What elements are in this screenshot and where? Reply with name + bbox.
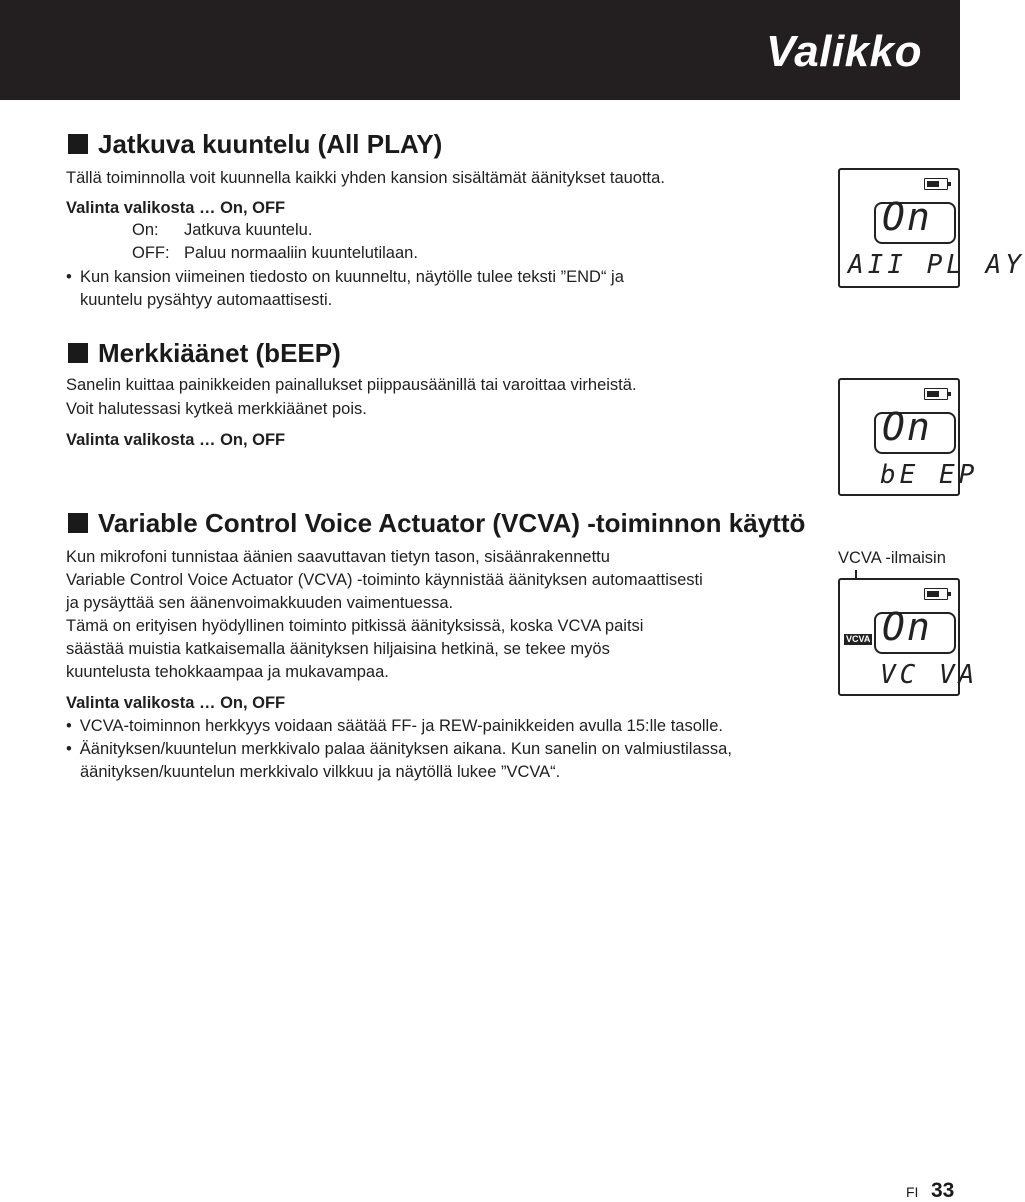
bullet-text: Äänityksen/kuuntelun merkkivalo palaa äänityksen aikana. Kun sanelin on valmiustilassa, xyxy=(79,740,732,758)
option-label: OFF: xyxy=(132,244,170,262)
battery-icon xyxy=(924,388,948,400)
paragraph-line: kuuntelusta tehokkaampaa ja mukavampaa. xyxy=(66,663,389,681)
vcva-indicator-caption: VCVA -ilmaisin xyxy=(838,549,946,567)
heading-text: Merkkiäänet (bEEP) xyxy=(98,338,341,368)
bullet-line xyxy=(66,741,732,758)
paragraph-line: Sanelin kuittaa painikkeiden painallukset piippausäänillä tai varoittaa virheistä. xyxy=(66,376,637,394)
lcd-value: On xyxy=(882,405,932,449)
bullet-text: kuuntelu pysähtyy automaattisesti. xyxy=(80,291,333,309)
heading-text: Jatkuva kuuntelu (All PLAY) xyxy=(98,129,443,159)
section-heading-all-play xyxy=(68,131,442,157)
lcd-display-vcva xyxy=(838,578,979,696)
square-bullet-icon xyxy=(68,134,88,154)
bullet-icon: • xyxy=(66,717,72,735)
option-description: Jatkuva kuuntelu. xyxy=(184,221,313,239)
page-title: Valikko xyxy=(766,27,922,76)
paragraph-line: Tämä on erityisen hyödyllinen toiminto pitkissä äänityksissä, koska VCVA paitsi xyxy=(66,617,644,635)
lcd-menu-text: bE EP xyxy=(880,460,979,490)
lcd-display-beep xyxy=(838,378,979,496)
option-label: On: xyxy=(132,221,159,239)
footer-language: FI xyxy=(906,1184,919,1200)
menu-selection-line: Valinta valikosta … On, OFF xyxy=(66,431,286,449)
paragraph-line: ja pysäyttää sen äänenvoimakkuuden vaimentuessa. xyxy=(66,594,454,612)
lcd-value: On xyxy=(882,195,932,239)
bullet-line xyxy=(66,718,723,735)
lcd-display-all-play xyxy=(838,168,1025,288)
paragraph-line: Voit halutessasi kytkeä merkkiäänet pois. xyxy=(66,400,367,418)
lcd-value: On xyxy=(882,605,932,649)
section-heading-vcva xyxy=(68,510,805,536)
bullet-text: VCVA-toiminnon herkkyys voidaan säätää FF- ja REW-painikkeiden avulla 15:lle tasolle. xyxy=(79,717,723,735)
paragraph-line: Variable Control Voice Actuator (VCVA) -toiminto käynnistää äänityksen automaattisesti xyxy=(66,571,703,589)
heading-text: Variable Control Voice Actuator (VCVA) -toiminnon käyttö xyxy=(98,508,806,538)
section-heading-beep xyxy=(68,340,341,366)
battery-icon xyxy=(924,588,948,600)
bullet-icon: • xyxy=(66,740,72,758)
paragraph-line: säästää muistia katkaisemalla äänityksen hiljaisina hetkinä, se tekee myös xyxy=(66,640,610,658)
bullet-text: Kun kansion viimeinen tiedosto on kuunneltu, näytölle tulee teksti ”END“ ja xyxy=(80,268,624,286)
menu-selection-line: Valinta valikosta … On, OFF xyxy=(66,199,286,217)
option-description: Paluu normaaliin kuuntelutilaan. xyxy=(184,244,418,262)
lcd-menu-text: VC VA xyxy=(880,660,979,690)
paragraph-line: Tällä toiminnolla voit kuunnella kaikki yhden kansion sisältämät äänitykset tauotta. xyxy=(66,169,665,187)
menu-selection-line: Valinta valikosta … On, OFF xyxy=(66,694,286,712)
bullet-icon: • xyxy=(66,268,72,286)
page-number: 33 xyxy=(931,1179,955,1202)
bullet-text: äänityksen/kuuntelun merkkivalo vilkkuu ja näytöllä lukee ”VCVA“. xyxy=(80,763,561,781)
header-band xyxy=(0,0,960,100)
square-bullet-icon xyxy=(68,513,88,533)
battery-icon xyxy=(924,178,948,190)
lcd-menu-text: AII PL AY xyxy=(848,250,1025,280)
paragraph-line: Kun mikrofoni tunnistaa äänien saavuttavan tietyn tason, sisäänrakennettu xyxy=(66,548,610,566)
vcva-badge: VCVA xyxy=(846,634,871,644)
square-bullet-icon xyxy=(68,343,88,363)
